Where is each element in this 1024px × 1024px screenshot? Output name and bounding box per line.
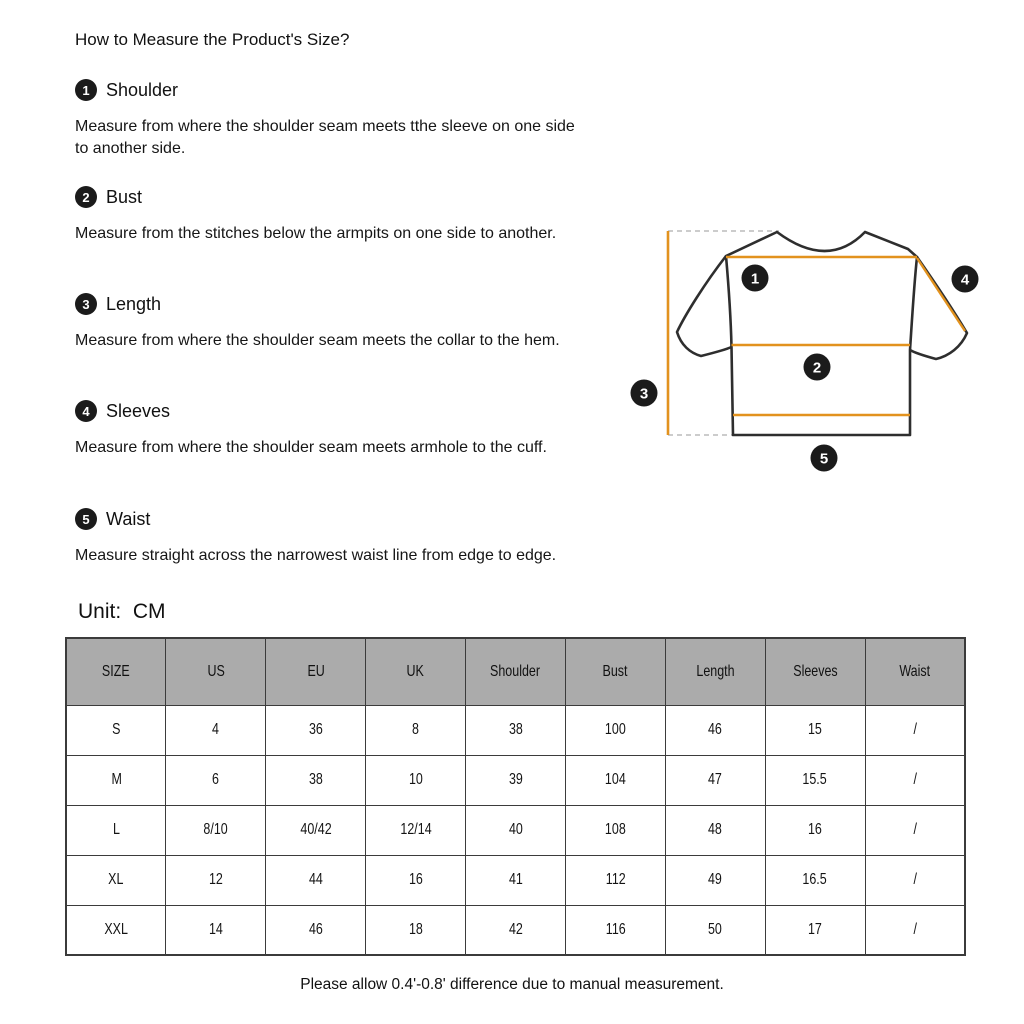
tshirt-measure-diagram	[620, 200, 1024, 480]
size-table-col-header: SIZE	[66, 638, 166, 705]
size-table-cell: L	[66, 805, 166, 855]
diagram-badge-1	[742, 265, 769, 292]
diagram-badge-4-number: 4	[960, 271, 970, 289]
size-table-col-header: EU	[266, 638, 366, 705]
measure-item-label: Length	[106, 293, 162, 314]
size-table-header	[66, 638, 965, 705]
size-table-cell: 100	[565, 705, 665, 755]
size-table-cell: 39	[466, 755, 566, 805]
measure-item-heading	[75, 293, 580, 315]
step-3-badge: 3	[75, 293, 97, 315]
size-table-cell: 15.5	[765, 755, 865, 805]
size-table-cell: 4	[166, 705, 266, 755]
measure-item-sleeves	[75, 400, 580, 459]
size-table-cell: XXL	[66, 905, 166, 955]
size-table-cell: 17	[765, 905, 865, 955]
size-table-cell: 46	[266, 905, 366, 955]
size-table-cell: 44	[266, 855, 366, 905]
size-table-cell: 10	[366, 755, 466, 805]
measure-item-label: Shoulder	[106, 79, 179, 100]
size-table-cell: 16	[366, 855, 466, 905]
size-table-cell: 38	[266, 755, 366, 805]
measure-item-heading	[75, 508, 580, 530]
size-table-cell: S	[66, 705, 166, 755]
measure-item-description: Measure from the stitches below the armpits on one side to another.	[75, 225, 557, 242]
size-table-cell: 12/14	[366, 805, 466, 855]
size-table-cell: 48	[665, 805, 765, 855]
size-table-cell: 8	[366, 705, 466, 755]
size-table-cell: 42	[466, 905, 566, 955]
size-table-cell: 8/10	[166, 805, 266, 855]
step-4-badge: 4	[75, 400, 97, 422]
measure-item-label: Sleeves	[106, 400, 171, 421]
footer-note: Please allow 0.4'-0.8' difference due to manual measurement.	[300, 976, 724, 993]
measure-item-shoulder	[75, 79, 580, 160]
measure-item-heading	[75, 186, 580, 208]
size-table-col-header: US	[166, 638, 266, 705]
size-table-col-header: Waist	[865, 638, 965, 705]
size-table-row	[66, 855, 965, 905]
size-table-col-header: Sleeves	[765, 638, 865, 705]
size-table-cell: 16.5	[765, 855, 865, 905]
size-table-cell: /	[865, 905, 965, 955]
size-table-cell: /	[865, 855, 965, 905]
size-table-row	[66, 805, 965, 855]
measure-item-label: Waist	[106, 508, 151, 529]
size-table-cell: 41	[466, 855, 566, 905]
size-table-cell: 108	[565, 805, 665, 855]
size-table-cell: 16	[765, 805, 865, 855]
measure-item-length	[75, 293, 580, 352]
measure-item-label: Bust	[106, 186, 143, 207]
size-table-cell: 49	[665, 855, 765, 905]
size-table-col-header: Bust	[565, 638, 665, 705]
size-table-cell: 46	[665, 705, 765, 755]
size-table-cell: /	[865, 705, 965, 755]
measure-item-description: Measure from where the shoulder seam meets tthe sleeve on one side to another side.	[75, 118, 575, 157]
measure-item-description: Measure from where the shoulder seam meets armhole to the cuff.	[75, 439, 547, 456]
tshirt-body-outline	[726, 232, 917, 435]
size-table-cell: 14	[166, 905, 266, 955]
size-table-row	[66, 755, 965, 805]
unit-label: Unit: CM	[78, 600, 166, 623]
diagram-badge-2	[804, 354, 831, 381]
measure-item-heading	[75, 400, 580, 422]
size-table-col-header: UK	[366, 638, 466, 705]
diagram-badge-5-number: 5	[819, 450, 829, 468]
size-table-cell: 116	[565, 905, 665, 955]
tshirt-left-sleeve-outline	[677, 256, 732, 356]
measure-item-heading	[75, 79, 580, 101]
size-table-cell: 18	[366, 905, 466, 955]
measure-item-waist	[75, 508, 580, 567]
size-table-cell: /	[865, 805, 965, 855]
step-1-badge: 1	[75, 79, 97, 101]
measure-item-description: Measure straight across the narrowest waist line from edge to edge.	[75, 547, 557, 564]
size-table-cell: 36	[266, 705, 366, 755]
size-table-cell: M	[66, 755, 166, 805]
size-table-cell: /	[865, 755, 965, 805]
size-table-cell: XL	[66, 855, 166, 905]
size-table-cell: 40/42	[266, 805, 366, 855]
size-table-cell: 104	[565, 755, 665, 805]
measure-item-description: Measure from where the shoulder seam meets the collar to the hem.	[75, 332, 560, 349]
diagram-badge-4	[952, 266, 979, 293]
step-5-badge: 5	[75, 508, 97, 530]
size-table-cell: 47	[665, 755, 765, 805]
size-table-col-header: Shoulder	[466, 638, 566, 705]
size-table-cell: 15	[765, 705, 865, 755]
size-table-body	[66, 705, 965, 955]
diagram-badge-2-number: 2	[812, 359, 822, 377]
page-title: How to Measure the Product's Size?	[75, 30, 350, 49]
size-table	[65, 637, 966, 956]
size-table-cell: 38	[466, 705, 566, 755]
size-table-cell: 6	[166, 755, 266, 805]
measure-item-bust	[75, 186, 580, 245]
size-table-cell: 112	[565, 855, 665, 905]
size-table-cell: 50	[665, 905, 765, 955]
size-table-cell: 40	[466, 805, 566, 855]
step-2-badge: 2	[75, 186, 97, 208]
size-table-cell: 12	[166, 855, 266, 905]
diagram-badge-3	[631, 380, 658, 407]
size-table-row	[66, 705, 965, 755]
diagram-badge-3-number: 3	[639, 385, 649, 403]
size-table-header-row	[66, 638, 965, 705]
diagram-badge-1-number: 1	[750, 270, 760, 288]
size-table-row	[66, 905, 965, 955]
size-table-col-header: Length	[665, 638, 765, 705]
diagram-badge-5	[811, 445, 838, 472]
